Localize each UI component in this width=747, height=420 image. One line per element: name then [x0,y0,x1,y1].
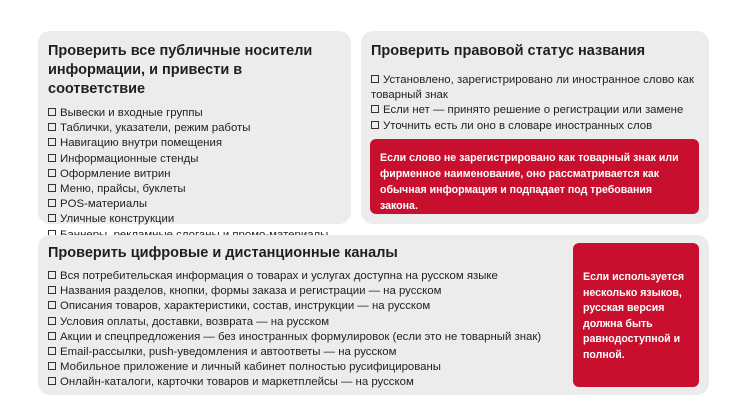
checklist-item [48,121,341,136]
checklist-item-label: Онлайн-каталоги, карточки товаров и маркетплейсы — на русском [60,376,414,389]
checkbox-icon[interactable] [48,169,56,177]
card-legal-status [361,31,709,224]
checklist-item-label: Информационные стенды [60,152,199,165]
checkbox-icon[interactable] [371,121,379,129]
checklist-item [48,182,341,197]
checkbox-icon[interactable] [48,199,56,207]
checklist-item-label: Вывески и входные группы [60,107,203,119]
checkbox-icon[interactable] [48,362,56,370]
checklist-item [371,73,699,103]
card-public-media [38,31,351,224]
checklist-item-label: Навигацию внутри помещения [60,137,222,150]
checkbox-icon[interactable] [48,301,56,309]
checkbox-icon[interactable] [48,214,56,222]
checklist-item-label: Таблички, указатели, режим работы [60,122,251,135]
checkbox-icon[interactable] [48,271,56,279]
card-title-public-media: Проверить все публичные носители информации, и привести в соответствие [48,43,313,97]
checkbox-icon[interactable] [48,154,56,162]
card-title-digital-channels: Проверить цифровые и дистанционные каналы [48,245,398,261]
card-digital-channels [38,235,709,395]
checklist-item-label: Акции и спецпредложения — без иностранных формулировок (если это не товарный знак) [60,330,542,343]
checkbox-icon[interactable] [48,123,56,131]
checklist-item-label: Мобильное приложение и личный кабинет полностью русифицированы [60,361,441,374]
checklist-item [48,136,341,151]
checkbox-icon[interactable] [48,317,56,325]
checkbox-icon[interactable] [48,377,56,385]
checkbox-icon[interactable] [48,108,56,116]
checklist-item-label: Если нет — принято решение о регистрации или замене [383,104,684,117]
checklist-item-label: Описания товаров, характеристики, состав, инструкции — на русском [60,300,431,313]
checklist-public-media [48,106,341,243]
checkbox-icon[interactable] [48,286,56,294]
checklist-item-label: Уличные конструкции [60,213,175,226]
checkbox-icon[interactable] [371,75,379,83]
checkbox-icon[interactable] [48,184,56,192]
checklist-item-label: POS-материалы [60,198,148,211]
checklist-item [48,167,341,182]
checklist-legal-status [371,73,699,134]
checklist-item-label: Меню, прайсы, буклеты [60,183,186,196]
checkbox-icon[interactable] [48,138,56,146]
checklist-item-label: Вся потребительская информация о товарах и услугах доступна на русском языке [60,270,498,282]
checklist-item [371,103,699,118]
checkbox-icon[interactable] [48,347,56,355]
multilanguage-warning-callout: Если используется несколько языков, русская версия должна быть равнодоступной и полной. [573,243,699,387]
checklist-item-label: Названия разделов, кнопки, формы заказа и регистрации — на русском [60,285,442,298]
checklist-item-label: Email-рассылки, push-уведомления и автоответы — на русском [60,346,397,359]
checklist-item-label: Установлено, зарегистрировано ли иностранное слово как товарный знак [371,74,694,102]
checklist-item [48,152,341,167]
checkbox-icon[interactable] [371,105,379,113]
checklist-item [48,212,341,227]
checklist-item [48,106,341,121]
checklist-item-label: Уточнить есть ли оно в словаре иностранных слов [383,119,653,132]
card-title-legal-status: Проверить правовой статус названия [371,43,646,59]
trademark-warning-callout: Если слово не зарегистрировано как товарный знак или фирменное наименование, оно рассматривается как обычная информация и подпадает под требования закона. [370,139,699,214]
checkbox-icon[interactable] [48,332,56,340]
checklist-item-label: Оформление витрин [60,167,171,180]
checklist-item [48,197,341,212]
checklist-item-label: Условия оплаты, доставки, возврата — на русском [60,315,330,328]
checklist-item [371,119,699,134]
